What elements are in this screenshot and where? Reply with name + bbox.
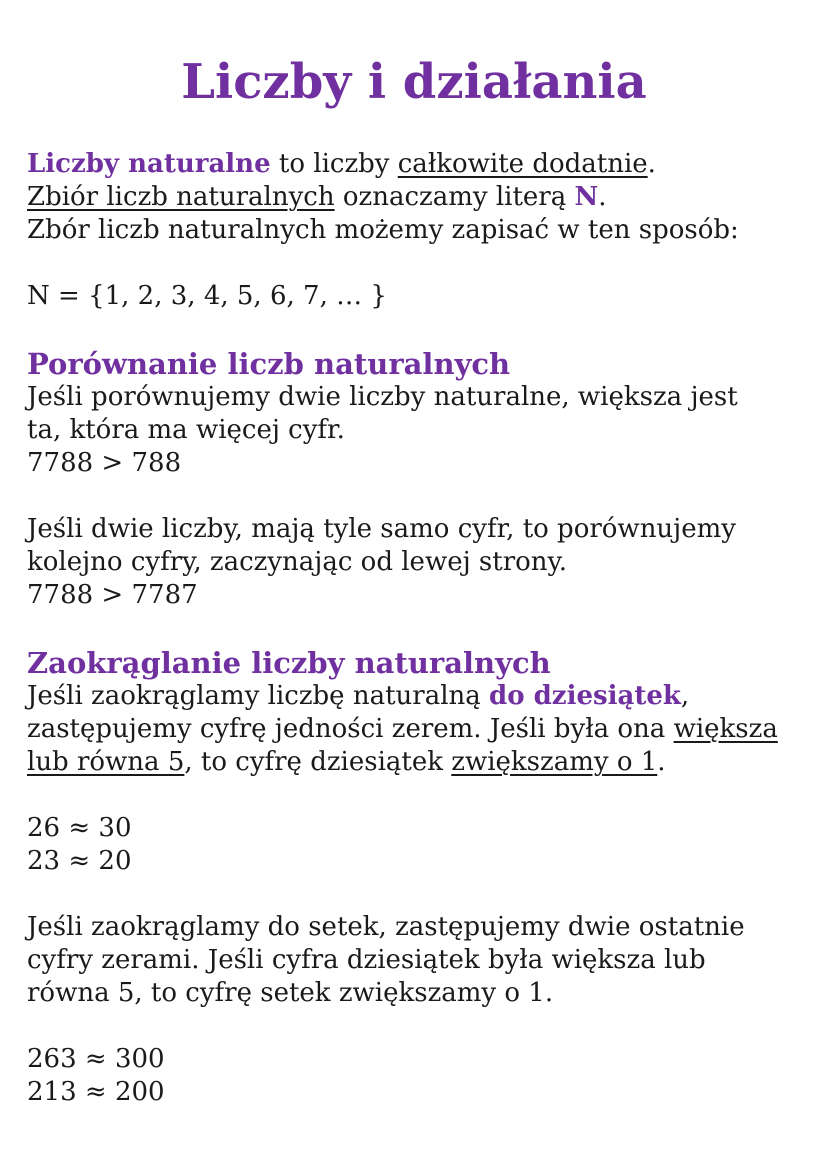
natural-set-notation: N = {1, 2, 3, 4, 5, 6, 7, … } xyxy=(27,281,387,311)
spacer xyxy=(27,1010,817,1043)
comparison-heading: Porównanie liczb naturalnych xyxy=(27,347,511,381)
comparison-section xyxy=(27,347,817,612)
rounding-text-line-6: równa 5, to cyfrę setek zwiększamy o 1. xyxy=(27,978,554,1008)
rounding-text: zastępujemy cyfrę jedności zerem. Jeśli była ona xyxy=(27,714,674,744)
term-greater: większa xyxy=(673,714,778,744)
comparison-example-1: 7788 > 788 xyxy=(27,448,182,478)
rounding-example-2: 23 ≈ 20 xyxy=(27,846,132,876)
spacer xyxy=(27,247,817,280)
rounding-text-line-4: Jeśli zaokrąglamy do setek, zastępujemy dwie ostatnie xyxy=(27,912,745,942)
punctuation: . xyxy=(647,149,656,179)
term-set-of-natural-numbers: Zbiór liczb naturalnych xyxy=(27,182,335,212)
intro-line-2 xyxy=(27,181,817,214)
document-page xyxy=(27,0,817,1109)
intro-text: to liczby xyxy=(270,149,398,179)
punctuation: , xyxy=(680,681,690,711)
rounding-heading: Zaokrąglanie liczby naturalnych xyxy=(27,646,551,680)
comparison-text-line-3: Jeśli dwie liczby, mają tyle samo cyfr, to porównujemy xyxy=(27,514,736,544)
rounding-example-3: 263 ≈ 300 xyxy=(27,1044,165,1074)
rounding-example-1: 26 ≈ 30 xyxy=(27,813,132,843)
rounding-text-line-3 xyxy=(27,746,817,779)
intro-text: oznaczamy literą xyxy=(334,182,575,212)
term-natural-numbers: Liczby naturalne xyxy=(27,149,271,179)
rounding-section xyxy=(27,646,817,1109)
rounding-text: , to cyfrę dziesiątek xyxy=(184,747,452,777)
spacer xyxy=(27,779,817,812)
comparison-text-line-4: kolejno cyfry, zaczynając od lewej strony. xyxy=(27,547,568,577)
term-increase-by-1: zwiększamy o 1 xyxy=(451,747,658,777)
comparison-text-line-2: ta, która ma więcej cyfr. xyxy=(27,415,345,445)
term-or-equal-5: lub równa 5 xyxy=(27,747,185,777)
punctuation: . xyxy=(657,747,666,777)
rounding-example-4: 213 ≈ 200 xyxy=(27,1077,165,1107)
comparison-text-line-1: Jeśli porównujemy dwie liczby naturalne, większa jest xyxy=(27,382,738,412)
spacer xyxy=(27,480,817,513)
rounding-text-line-5: cyfry zerami. Jeśli cyfra dziesiątek była większa lub xyxy=(27,945,706,975)
intro-line-3: Zbór liczb naturalnych możemy zapisać w ten sposób: xyxy=(27,215,739,245)
spacer xyxy=(27,110,817,148)
page-title: Liczby i działania xyxy=(181,54,647,110)
intro-line-1 xyxy=(27,148,817,181)
rounding-text-line-2 xyxy=(27,713,817,746)
symbol-n: N xyxy=(574,182,599,212)
comparison-example-2: 7788 > 7787 xyxy=(27,580,198,610)
intro-section xyxy=(27,148,817,313)
spacer xyxy=(27,313,817,347)
spacer xyxy=(27,612,817,646)
rounding-text-line-1 xyxy=(27,680,817,713)
term-to-tens: do dziesiątek xyxy=(489,681,681,711)
term-positive-integers: całkowite dodatnie xyxy=(397,149,648,179)
punctuation: . xyxy=(598,182,607,212)
rounding-text: Jeśli zaokrąglamy liczbę naturalną xyxy=(27,681,490,711)
spacer xyxy=(27,878,817,911)
